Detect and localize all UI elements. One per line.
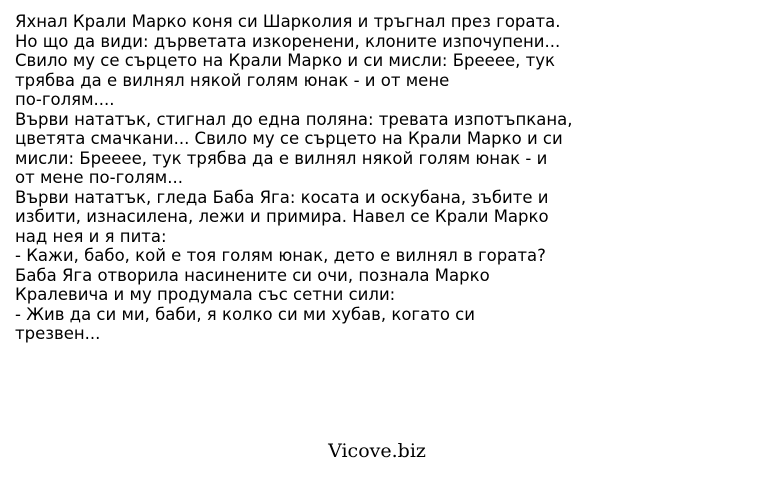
text-line: по-голям.... — [15, 90, 115, 109]
text-line: цветята смачкани... Свило му се сърцето на Крали Марко и си — [15, 129, 563, 148]
text-line: - Жив да си ми, баби, я колко си ми хубав, когато си — [15, 304, 475, 324]
site-watermark: Vicove.biz — [328, 440, 426, 462]
text-line: трябва да е вилнял някой голям юнак - и от мене — [15, 70, 450, 90]
text-line: Върви нататък, стигнал до една поляна: тревата изпотъпкана, — [15, 109, 573, 129]
joke-text — [15, 12, 615, 344]
text-line: Свило му се сърцето на Крали Марко и си мисли: Брееее, тук — [15, 51, 555, 70]
text-line: - Кажи, бабо, кой е тоя голям юнак, дето е вилнял в гората? — [15, 246, 546, 265]
text-line: от мене по-голям... — [15, 168, 183, 187]
text-line: Но що да види: дърветата изкоренени, клоните изпочупени... — [15, 31, 561, 51]
text-line: Върви нататък, гледа Баба Яга: косата и оскубана, зъбите и — [15, 187, 549, 207]
text-line: Яхнал Крали Марко коня си Шарколия и тръгнал през гората. — [15, 12, 561, 31]
text-line: Баба Яга отворила насинените си очи, познала Марко — [15, 265, 490, 285]
text-line: трезвен... — [15, 324, 101, 343]
text-line: мисли: Брееее, тук трябва да е вилнял някой голям юнак - и — [15, 148, 548, 168]
text-line: Кралевича и му продумала със сетни сили: — [15, 285, 396, 304]
text-line: избити, изнасилена, лежи и примира. Навел се Крали Марко — [15, 207, 549, 226]
text-line: над нея и я пита: — [15, 226, 167, 246]
